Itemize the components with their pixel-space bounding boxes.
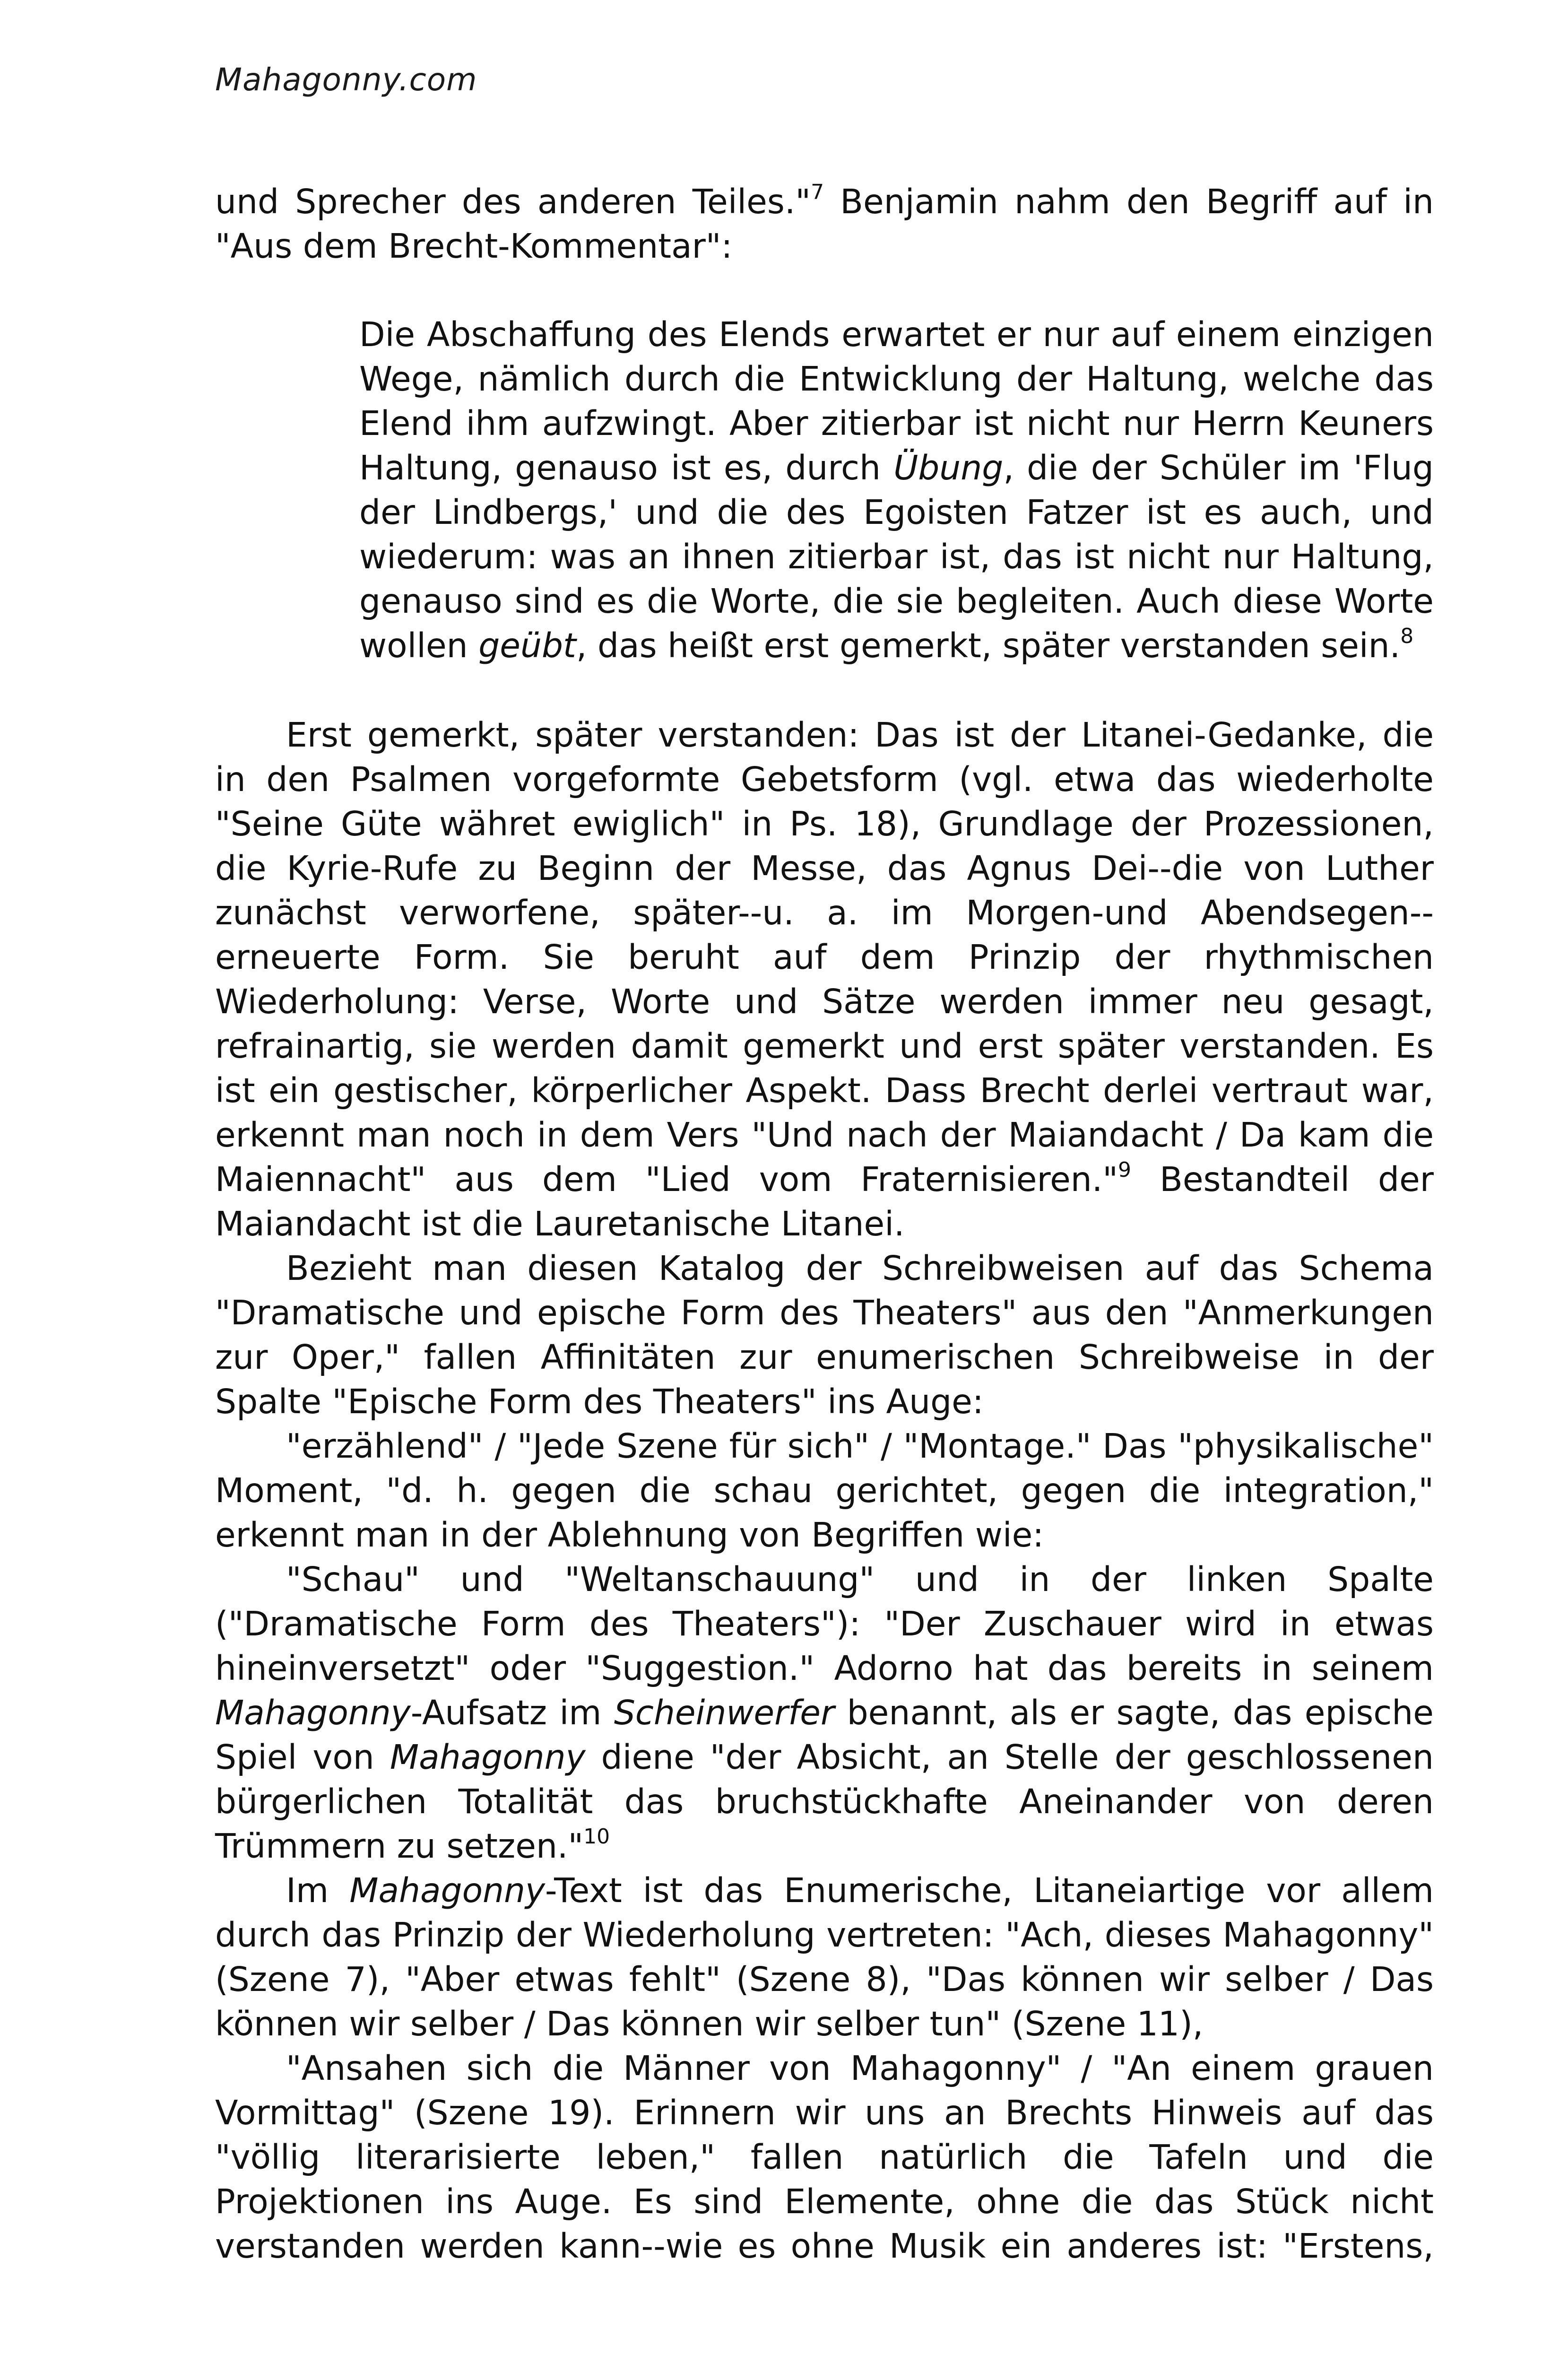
footnote-ref-7: 7	[811, 180, 824, 204]
paragraph-3: Bezieht man diesen Katalog der Schreibweisen auf das Schema "Dramatische und epische Form des Theaters" aus den "Anmerkungen zur Oper," fallen Affinitäten zur enumerischen Schreibweise in der Spalte "Epische Form des Theaters" ins Auge:	[215, 1249, 1434, 1421]
footnote-ref-9: 9	[1118, 1158, 1132, 1182]
paragraph-7: "Ansahen sich die Männer von Mahagonny" / "An einem grauen Vormittag" (Szene 19). Erinnern wir uns an Brechts Hinweis auf das "völlig literarisierte leben," fallen natürlich die Tafeln und die Projektionen ins Auge. Es sind Elemente, ohne die das Stück nicht verstanden werden kann--wie es ohne Musik ein anderes ist: "Erstens,	[215, 2049, 1434, 2266]
paragraph-4: "erzählend" / "Jede Szene für sich" / "Montage." Das "physikalische" Moment, "d. h. gegen die schau gerichtet, gegen die integration," erkennt man in der Ablehnung von Begriffen wie:	[215, 1426, 1434, 1555]
paragraph-2: Erst gemerkt, später verstanden: Das ist der Litanei-Gedanke, die in den Psalmen vorgeformte Gebetsform (vgl. etwa das wiederholte "Seine Güte währet ewiglich" in Ps. 18), Grundlage der Prozessionen, die Kyrie-Rufe zu Beginn der Messe, das Agnus Dei--die von Luther zunächst verworfene, später--u. a. im Morgen-und Abendsegen--erneuerte Form. Sie beruht auf dem Prinzip der rhythmischen Wiederholung: Verse, Worte und Sätze werden immer neu gesagt, refrainartig, sie werden damit gemerkt und erst später verstanden. Es ist ein gestischer, körperlicher Aspekt. Dass Brecht derlei vertraut war, erkennt man noch in dem Vers "Und nach der Maiandacht / Da kam die Maiennacht" aus dem "Lied vom Fraternisieren."$^9$ Bestandteil der Maiandacht ist die Lauretanische Litanei.	[215, 715, 1434, 1243]
running-header: Mahagonny.com	[215, 61, 477, 98]
block-quote: Die Abschaffung des Elends erwartet er nur auf einem einzigen Wege, nämlich durch die Entwicklung der Haltung, welche das Elend ihm aufzwingt. Aber zitierbar ist nicht nur Herrn Keuners Haltung, genauso ist es, durch Übung, die der Schüler im 'Flug der Lindbergs,' und die des Egoisten Fatzer ist es auch, und wiederum: was an ihnen zitierbar ist, das ist nicht nur Haltung, genauso sind es die Worte, die sie begleiten. Auch diese Worte wollen geübt, das heißt erst gemerkt, später verstanden sein.$^8$	[359, 315, 1434, 665]
paragraph-6: Im Mahagonny-Text ist das Enumerische, Litaneiartige vor allem durch das Prinzip der Wiederholung vertreten: "Ach, dieses Mahagonny" (Szene 7), "Aber etwas fehlt" (Szene 8), "Das können wir selber / Das können wir selber / Das können wir selber tun" (Szene 11),	[215, 1871, 1434, 2043]
footnote-ref-10: 10	[583, 1825, 610, 1849]
paragraph-1: und Sprecher des anderen Teiles."$^7$ Benjamin nahm den Begriff auf in "Aus dem Brecht-Kommentar":	[215, 180, 1434, 266]
paragraph-5: "Schau" und "Weltanschauung" und in der linken Spalte ("Dramatische Form des Theaters"): "Der Zuschauer wird in etwas hineinversetzt" oder "Suggestion." Adorno hat das bereits in seinem Mahagonny-Aufsatz im Scheinwerfer benannt, als er sagte, das epische Spiel von Mahagonny diene "der Absicht, an Stelle der geschlossenen bürgerlichen Totalität das bruchstückhafte Aneinander von deren Trümmern zu setzen."$^{10}$	[215, 1560, 1434, 1866]
footnote-ref-8: 8	[1400, 624, 1414, 648]
body-text	[215, 180, 1434, 2268]
